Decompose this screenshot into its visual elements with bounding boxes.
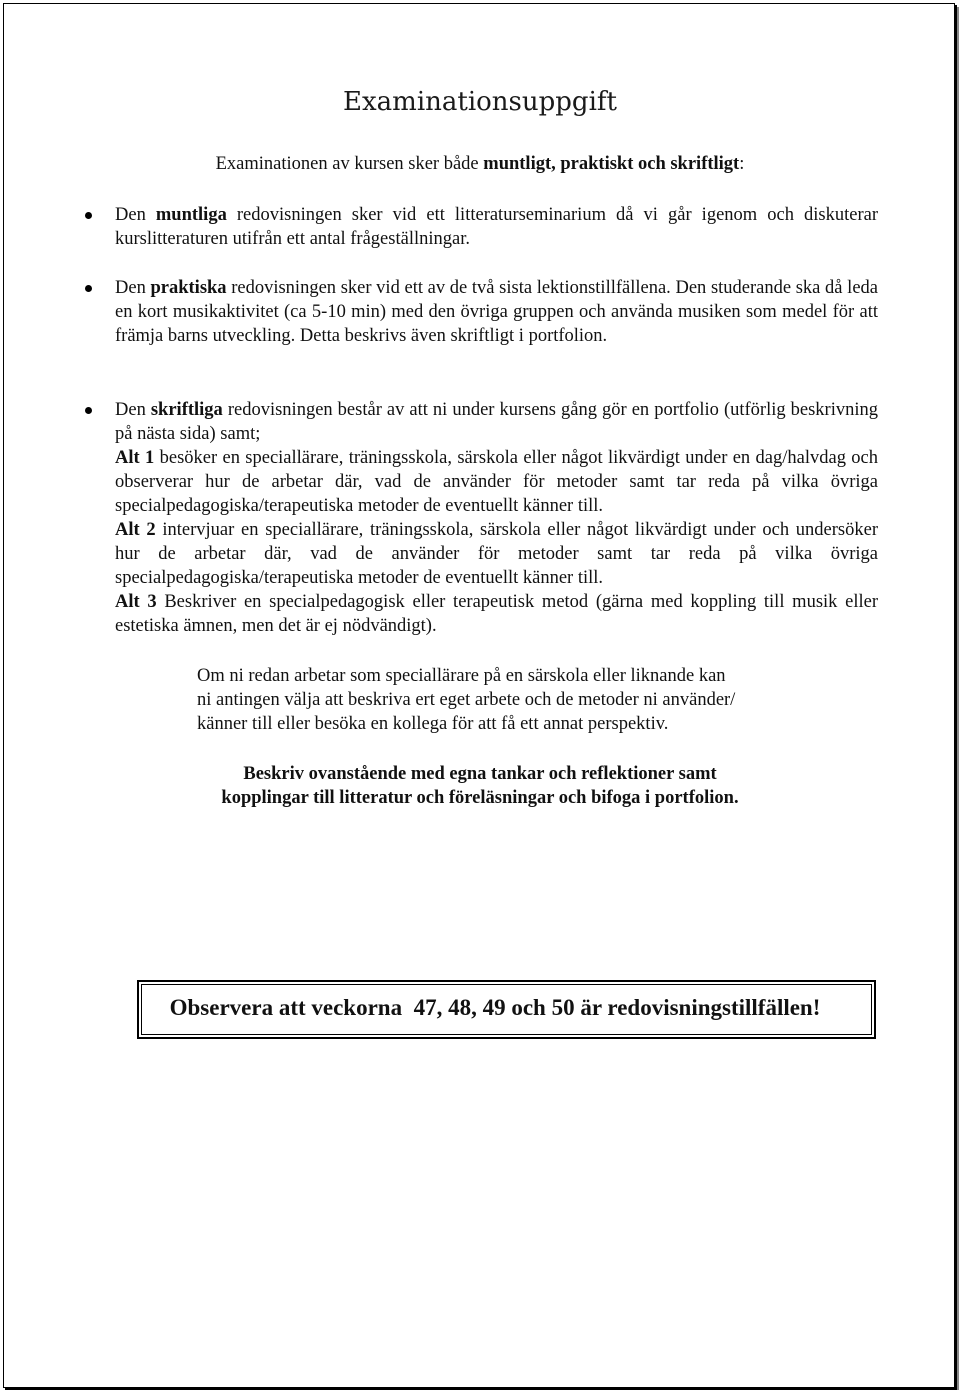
bullet-prefix: Den <box>115 400 151 420</box>
bullet-oral <box>115 203 878 251</box>
intro-bold: muntligt, praktiskt och skriftligt <box>483 154 740 174</box>
alternative-label: Alt 3 <box>115 592 157 612</box>
alternative-text: Beskriver en specialpedagogisk eller terapeutisk metod (gärna med koppling till musik eller estetiska ämnen, men det är ej nödvändigt). <box>115 592 878 636</box>
bullet-keyword: praktiska <box>150 278 227 298</box>
bullet-keyword: skriftliga <box>150 400 223 420</box>
note-line: känner till eller besöka en kollega för att få ett annat perspektiv. <box>197 714 669 734</box>
alternative-label: Alt 2 <box>115 520 156 540</box>
bullet-icon <box>85 285 92 292</box>
alternative-text: besöker en speciallärare, träningsskola, särskola eller något likvärdigt under en dag/halvdag och observerar hur de arbetar där, vad de använder för metoder samt tar reda på vilka övriga specialpedagogiska/terapeutiska metoder de eventuellt känner till. <box>115 448 878 516</box>
intro-prefix: Examinationen av kursen sker både <box>215 154 484 174</box>
alternative-3 <box>115 590 878 638</box>
bullet-icon <box>85 212 92 219</box>
intro-paragraph <box>0 152 960 176</box>
bullet-prefix: Den <box>115 205 156 225</box>
alternative-text: intervjuar en speciallärare, träningsskola, särskola eller något likvärdigt under och undersöker hur de arbetar där, vad de använder för metoder samt tar reda på vilka övriga specialpedagogiska/terapeutiska metoder de eventuellt känner till. <box>115 520 878 588</box>
bullet-practical <box>115 276 878 348</box>
notice-text: Observera att veckorna 47, 48, 49 och 50 är redovisningstillfällen! <box>169 995 821 1020</box>
instruction-line: kopplingar till litteratur och föreläsningar och bifoga i portfolion. <box>221 788 739 808</box>
bullet-text: redovisningen sker vid ett litteraturseminarium då vi går igenom och diskuterar kurslitteraturen utifrån ett antal frågeställningar. <box>115 205 878 249</box>
bullet-icon <box>85 407 92 414</box>
bullet-written <box>115 398 878 638</box>
note-paragraph <box>197 664 837 736</box>
instruction-paragraph <box>0 762 960 810</box>
bullet-text: redovisningen består av att ni under kursens gång gör en portfolio (utförlig beskrivning på nästa sida) samt; <box>115 400 879 444</box>
note-line: Om ni redan arbetar som speciallärare på en särskola eller liknande kan <box>197 666 726 686</box>
alternative-1 <box>115 446 878 518</box>
alternative-2 <box>115 518 878 590</box>
bullet-prefix: Den <box>115 278 151 298</box>
bullet-keyword: muntliga <box>155 205 227 225</box>
alternative-label: Alt 1 <box>115 448 155 468</box>
bullet-text: redovisningen sker vid ett av de två sista lektionstillfällena. Den studerande ska då leda en kort musikaktivitet (ca 5-10 min) med den övriga gruppen och använda musiken som medel för att främja barns utveckling. Detta beskrivs även skriftligt i portfolion. <box>115 278 878 346</box>
intro-suffix: : <box>739 154 745 174</box>
note-line: ni antingen välja att beskriva ert eget arbete och de metoder ni använder/ <box>197 690 736 710</box>
page-title: Examinationsuppgift <box>343 87 617 117</box>
instruction-line: Beskriv ovanstående med egna tankar och reflektioner samt <box>243 764 717 784</box>
